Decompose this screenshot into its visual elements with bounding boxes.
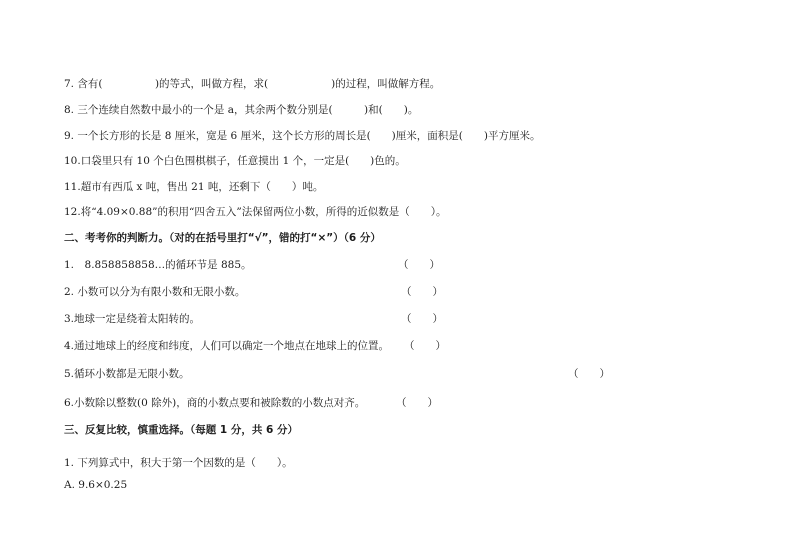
judge-item-2: 2. 小数可以分为有限小数和无限小数。 — [64, 286, 246, 298]
judge-item-5: 5.循环小数都是无限小数。 — [64, 368, 190, 380]
question-10: 10.口袋里只有 10 个白色围棋棋子，任意摸出 1 个，一定是( )色的。 — [64, 155, 406, 167]
choice-question-1: 1. 下列算式中，积大于第一个因数的是（ ）。 — [64, 457, 293, 469]
question-8: 8. 三个连续自然数中最小的一个是 a，其余两个数分别是( )和( )。 — [64, 104, 419, 116]
judge-paren-2: （ ） — [401, 286, 443, 298]
choice-option-a: A. 9.6×0.25 — [64, 479, 128, 491]
question-11: 11.超市有西瓜 x 吨，售出 21 吨，还剩下（ ）吨。 — [64, 181, 324, 193]
question-9: 9. 一个长方形的长是 8 厘米，宽是 6 厘米，这个长方形的周长是( )厘米，面积是( )平方厘米。 — [64, 130, 541, 142]
judge-paren-3: （ ） — [401, 313, 443, 325]
section-title-choice: 三、反复比较，慎重选择。（每题 1 分，共 6 分） — [64, 424, 298, 436]
section-title-judge: 二、考考你的判断力。（对的在括号里打“√”，错的打“×”）（6 分） — [64, 232, 381, 244]
judge-paren-4: （ ） — [404, 340, 446, 352]
judge-paren-6: （ ） — [396, 397, 438, 409]
question-12: 12.将“4.09×0.88”的积用“四舍五入”法保留两位小数，所得的近似数是（ ）。 — [64, 206, 447, 218]
question-7: 7. 含有( )的等式，叫做方程，求( )的过程，叫做解方程。 — [64, 78, 441, 90]
judge-item-6: 6.小数除以整数(0 除外)，商的小数点要和被除数的小数点对齐。 — [64, 397, 366, 409]
judge-item-3: 3.地球一定是绕着太阳转的。 — [64, 313, 201, 325]
judge-item-1: 1. 8.858858858…的循环节是 885。 — [64, 259, 252, 271]
judge-item-4: 4.通过地球上的经度和纬度，人们可以确定一个地点在地球上的位置。 — [64, 340, 390, 352]
judge-paren-1: （ ） — [398, 259, 440, 271]
judge-paren-5: （ ） — [568, 368, 610, 380]
